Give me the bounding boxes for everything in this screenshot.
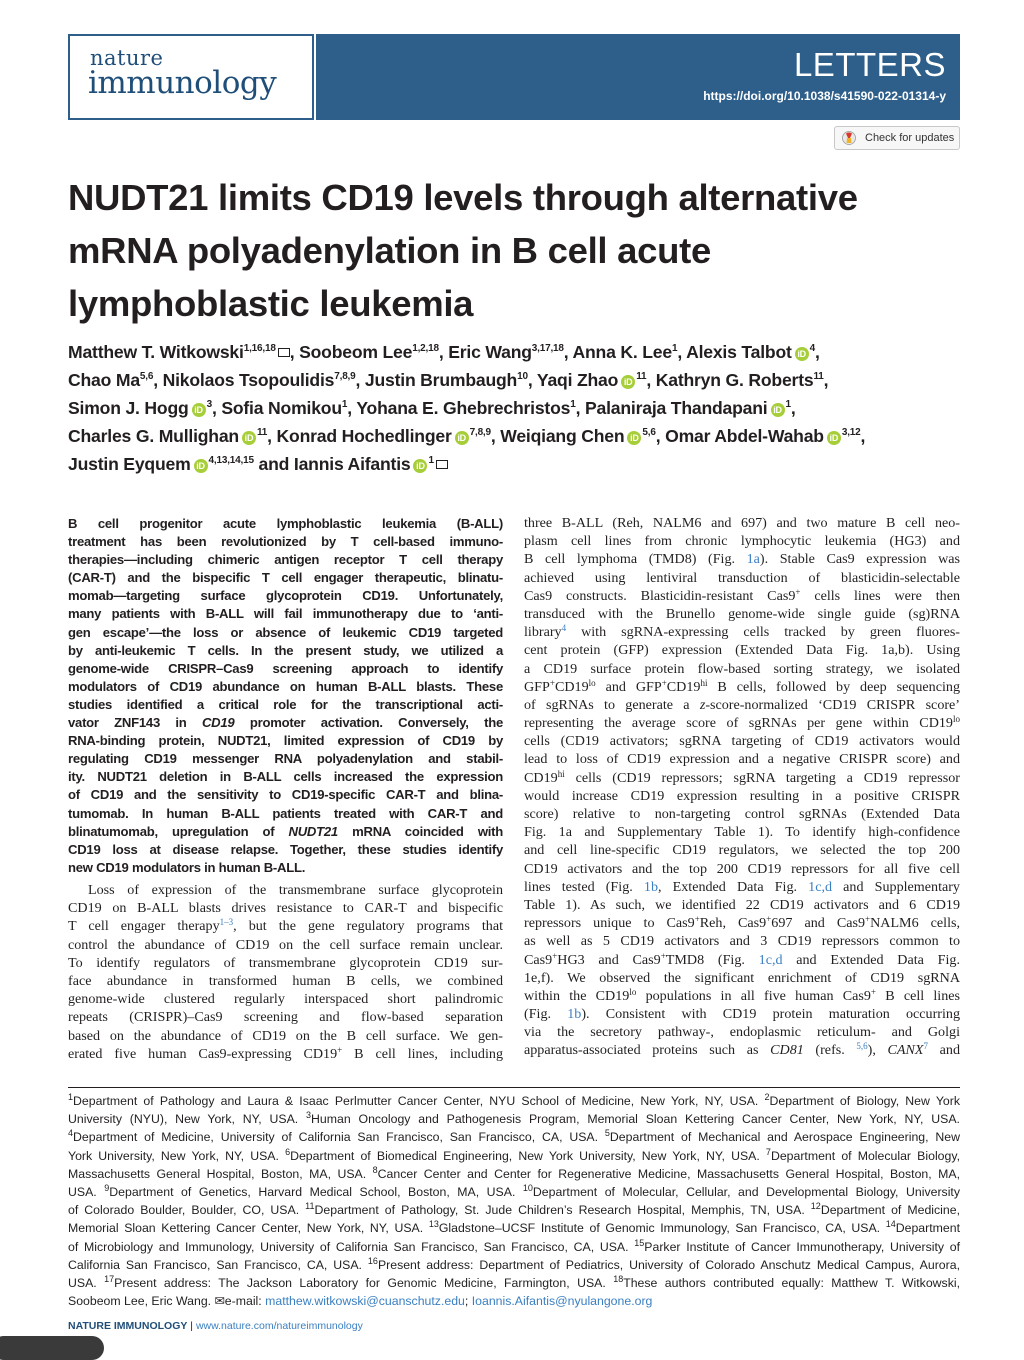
text-line: $^4$Department of Medicine, University of California San Francisco, San Francisco, CA, USA. $^5$Department of Mechanical and Aerospace Engineering, New bbox=[68, 1128, 960, 1145]
text-line: representing the average score of sgRNAs per gene within $CD19^{lo}$ bbox=[524, 714, 960, 732]
affiliation-superscript: 5,6 bbox=[139, 371, 154, 383]
email-icon[interactable] bbox=[436, 460, 448, 469]
text-line: Fig. 1a and Supplementary Table 1). To identify high-confidence bbox=[524, 824, 960, 841]
text-line: CD19 activators and the top 200 CD19 repressors for all five cell bbox=[524, 860, 960, 877]
text-line: USA. $^{17}$Present address: The Jackson Laboratory for Genomic Medicine, Farmington, USA. $^{18}$These authors contributed equally: Matthew T. Witkowski, bbox=[68, 1273, 960, 1290]
affiliation-superscript: 11 bbox=[256, 427, 268, 439]
text-line: a CD19 surface protein flow-based sorting strategy, we isolated bbox=[524, 660, 960, 677]
text-line: repressors unique to Cas9+Reh, Cas9+697 and Cas9+NALM6 cells, bbox=[524, 914, 961, 932]
page-footer bbox=[68, 1320, 363, 1332]
affiliation-superscript: 1 bbox=[570, 399, 576, 411]
orcid-icon[interactable]: iD bbox=[771, 403, 785, 417]
text-line: library$^4$ with sgRNA-expressing cells tracked by green fluores- bbox=[524, 623, 960, 641]
text-line: based on the abundance of CD19 on the B cell surface. We gen- bbox=[68, 1027, 503, 1044]
text-line: by anti-leukemic T cells. In the present study, we utilized a bbox=[68, 642, 503, 658]
text-line: many patients with B-ALL will fail immunotherapy due to ‘anti- bbox=[68, 606, 503, 622]
text-line: via the secretory pathway-, endoplasmic reticulum- and Golgi bbox=[524, 1024, 960, 1041]
footnote-divider bbox=[68, 1087, 960, 1088]
text-line: three B-ALL (Reh, NALM6 and 697) and two mature B cell neo- bbox=[524, 515, 960, 531]
orcid-icon[interactable]: iD bbox=[242, 431, 256, 445]
abstract bbox=[68, 515, 503, 877]
affiliation-superscript: 10 bbox=[517, 371, 528, 383]
affiliation-superscript: 1,16,18 bbox=[243, 343, 276, 355]
affiliation-contact-line bbox=[68, 1292, 960, 1310]
orcid-icon[interactable]: iD bbox=[627, 431, 641, 445]
text-line: would increase CD19 expression resulting in a positive CRISPR bbox=[524, 787, 960, 804]
email-icon[interactable] bbox=[278, 348, 290, 357]
affiliation-superscript: 1 bbox=[341, 399, 348, 411]
author-name[interactable]: Matthew T. Witkowski bbox=[68, 342, 244, 362]
text-line: gen escape’—the loss or absence of leukemic CD19 targeted bbox=[68, 624, 503, 640]
text-line: blinatumomab, upregulation of NUDT21 mRNA coincided with bbox=[68, 823, 503, 839]
text-line: new CD19 modulators in human B-ALL. bbox=[68, 859, 306, 875]
text-line: $^1$Department of Pathology and Laura & Isaac Perlmutter Cancer Center, NYU School of Medicine, New York, NY, USA. $^2$Department of Biology, New York bbox=[68, 1092, 960, 1108]
footer-sep: | bbox=[187, 1320, 196, 1332]
affiliation-superscript: 3,12 bbox=[841, 427, 861, 439]
text-line: (Fig. 1b). Consistent with CD19 protein maturation occurring bbox=[524, 1006, 961, 1023]
text-line: transduced with the Brunello genome-wide single guide (sg)RNA bbox=[524, 605, 960, 622]
corner-tab bbox=[0, 1336, 104, 1360]
text-line: as well as 5 CD19 activators and 3 CD19 repressors common to bbox=[524, 933, 960, 950]
author-name[interactable]: Justin Eyquem bbox=[68, 454, 191, 474]
text-line: B cell lymphoma (TMD8) (Fig. 1a). Stable Cas9 expression was bbox=[524, 551, 960, 568]
text-line: Massachusetts General Hospital, Boston, MA, USA. $^8$Cancer Center and Center for Regenerative Medicine, Massachusetts General Hospital, Boston, MA, bbox=[68, 1164, 960, 1181]
text-line: of Microbiology and Immunology, University of California San Francisco, San Francisco, CA, USA. $^{15}$Parker Institute of Cancer Immunotherapy, University of bbox=[68, 1237, 960, 1254]
author-name[interactable]: , Yaqi Zhao bbox=[527, 370, 619, 390]
affiliation-superscript: 11 bbox=[813, 371, 824, 383]
author-name[interactable]: Chao Ma bbox=[68, 370, 140, 390]
author-name[interactable]: and Iannis Aifantis bbox=[253, 454, 411, 474]
author-name[interactable]: , bbox=[815, 342, 820, 362]
affiliation-superscript: 1 bbox=[428, 455, 434, 467]
text-line: treatment has been revolutionized by T cell-based immuno- bbox=[68, 534, 503, 550]
text-line: Cas9 constructs. Blasticidin-resistant Cas9+ cells lines were then bbox=[524, 586, 960, 604]
affiliation-superscript: 7,8,9 bbox=[334, 371, 356, 383]
author-name[interactable]: , Weiqiang Chen bbox=[490, 426, 625, 446]
text-line: momab—targeting surface glycoprotein CD19. Unfortunately, bbox=[68, 588, 503, 604]
author-name[interactable]: , Anna K. Lee bbox=[563, 342, 672, 362]
text-line: University (NYU), New York, NY, USA. $^3$Human Oncology and Pathogenesis Program, Memorial Sloan Kettering Cancer Center, New York, NY, USA. bbox=[68, 1110, 960, 1127]
text-line: lead to loss of CD19 expression and a negative CRISPR score) and bbox=[524, 751, 960, 768]
author-name[interactable]: , Nikolaos Tsopoulidis bbox=[153, 370, 335, 390]
text-line: Table 1). As such, we identified 22 CD19 activators and 6 CD19 bbox=[524, 896, 960, 913]
affiliation-superscript: 3 bbox=[206, 399, 212, 411]
body-text-left bbox=[68, 881, 503, 1063]
section-label: LETTERS bbox=[793, 46, 946, 83]
text-line: genome-wide clustered regularly interspaced short palindromic bbox=[68, 991, 503, 1008]
text-line: $CD19^{hi}$ cells (CD19 repressors; sgRNA targeting a CD19 repressor bbox=[524, 768, 960, 786]
text-line: therapies—including chimeric antigen receptor T cell therapy bbox=[68, 552, 503, 568]
text-line: ity. NUDT21 deletion in B-ALL cells increased the expression bbox=[68, 769, 503, 785]
affiliation-superscript: 4 bbox=[809, 343, 816, 355]
text-line: control the abundance of CD19 on the cell surface remain unclear. bbox=[68, 936, 503, 953]
journal-logo[interactable] bbox=[68, 34, 314, 120]
text-line: within the $CD19^{lo}$ populations in all five human Cas9+ B cell lines bbox=[524, 986, 960, 1004]
affiliation-superscript: 1 bbox=[785, 399, 791, 411]
author-name[interactable]: , Omar Abdel-Wahab bbox=[655, 426, 824, 446]
affiliation-superscript: 11 bbox=[636, 371, 647, 383]
affiliation-superscript: 1,2,18 bbox=[412, 343, 439, 355]
author-name[interactable]: , Justin Brumbaugh bbox=[355, 370, 518, 390]
text-line: California San Francisco, San Francisco, CA, USA. $^{16}$Present address: Department of Pediatrics, University of Colorado Anschutz Medical Campus, Aurora, bbox=[68, 1255, 960, 1272]
text-line: repeats (CRISPR)–Cas9 screening and flow-based separation bbox=[68, 1009, 503, 1026]
author-name[interactable]: , Alexis Talbot bbox=[677, 342, 792, 362]
author-name[interactable]: , Konrad Hochedlinger bbox=[267, 426, 452, 446]
text-line: erated five human Cas9-expressing CD19+ B cell lines, including bbox=[68, 1044, 503, 1062]
text-line: RNA-binding protein, NUDT21, limited expression of CD19 by bbox=[68, 733, 503, 749]
text-line: Memorial Sloan Kettering Cancer Center, New York, NY, USA. $^{13}$Gladstone–UCSF Institute of Genomic Immunology, San Francisco, CA, USA. $^{14}$Department bbox=[68, 1219, 960, 1236]
text-line: tumomab. In human B-ALL patients treated with CAR-T and bbox=[68, 805, 503, 821]
text-line: (CAR-T) and the bispecific T cell engager therapeutic, blinatu- bbox=[68, 570, 503, 586]
author-name[interactable]: Charles G. Mullighan bbox=[68, 426, 239, 446]
text-line: USA. $^9$Department of Genetics, Harvard Medical School, Boston, MA, USA. $^{10}$Department of Molecular, Cellular, and Developmental Biology, University bbox=[68, 1182, 960, 1199]
text-line: T cell engager therapy$^{1-3}$, but the gene regulatory programs that bbox=[68, 917, 503, 935]
author-name[interactable]: , bbox=[860, 426, 866, 446]
author-line bbox=[68, 425, 865, 447]
orcid-icon[interactable]: iD bbox=[455, 431, 469, 445]
body-text-right bbox=[524, 514, 960, 1060]
author-name[interactable]: , Yohana E. Ghebrechristos bbox=[347, 398, 571, 418]
email-separator: ; bbox=[464, 1294, 472, 1309]
text-line: CD19 on B-ALL blasts drives resistance to CAR-T and bispecific bbox=[68, 900, 503, 917]
text-line: CD19 loss at disease relapse. Together, these studies identify bbox=[68, 841, 503, 857]
orcid-icon[interactable]: iD bbox=[194, 459, 208, 473]
logo-immunology-text: immunology bbox=[88, 65, 277, 101]
orcid-icon[interactable]: iD bbox=[795, 347, 809, 361]
text-line: cells (CD19 activators; sgRNA targeting of CD19 activators would bbox=[524, 733, 960, 750]
author-name[interactable]: Simon J. Hogg bbox=[68, 398, 189, 418]
text-line: Cas9+HG3 and Cas9+TMD8 (Fig. 1c,d and Extended Data Fig. bbox=[524, 950, 960, 968]
author-name[interactable]: , bbox=[823, 370, 829, 390]
text-line: regulating CD19 messenger RNA polyadenylation and stabil- bbox=[68, 751, 503, 767]
author-name[interactable]: , Soobeom Lee bbox=[289, 342, 413, 362]
text-line: face abundance in transformed human B cells, we combined bbox=[68, 972, 503, 989]
text-line: genome-wide CRISPR–Cas9 screening approach to identify bbox=[68, 660, 503, 676]
section-banner bbox=[316, 34, 960, 120]
author-line bbox=[68, 453, 448, 475]
contact-prefix: Soobeom Lee, Eric Wang. ✉e-mail: bbox=[68, 1294, 266, 1309]
orcid-icon[interactable]: iD bbox=[621, 375, 635, 389]
crossmark-icon bbox=[842, 131, 856, 145]
text-line: B cell progenitor acute lymphoblastic leukemia (B-ALL) bbox=[68, 516, 503, 531]
text-line: $GFP^+CD19^{lo}$ and $GFP^+CD19^{hi}$ B cells, followed by deep sequencing bbox=[524, 677, 960, 695]
orcid-icon[interactable]: iD bbox=[827, 431, 841, 445]
author-name[interactable]: , Eric Wang bbox=[438, 342, 532, 362]
text-line: cent protein (GFP) expression (Extended Data Fig. 1a,b). Using bbox=[524, 642, 960, 659]
text-line: score) relative to non-targeting control sgRNAs (Extended Data bbox=[524, 806, 960, 822]
doi-link[interactable]: https://doi.org/10.1038/s41590-022-01314-y bbox=[703, 89, 946, 103]
affiliations bbox=[68, 1092, 960, 1310]
text-line: of sgRNAs to generate a z-score-normalized ‘CD19 CRISPR score’ bbox=[524, 696, 961, 713]
check-for-updates-label: Check for updates bbox=[865, 132, 955, 144]
text-line: apparatus-associated proteins such as CD81 (refs. $^{5,6}$), CANX$^7$ and bbox=[524, 1041, 961, 1059]
orcid-icon[interactable]: iD bbox=[192, 403, 206, 417]
affiliation-superscript: 3,17,18 bbox=[531, 343, 564, 355]
article-title: NUDT21 limits CD19 levels through alternative mRNA polyadenylation in B cell acute lymphoblastic leukemia bbox=[68, 177, 858, 324]
text-line: To identify regulators of transmembrane glycoprotein CD19 sur- bbox=[68, 954, 503, 971]
text-line: York University, New York, NY, USA. $^6$Department of Biomedical Engineering, New York University, New York, NY, USA. $^7$Department of Molecular Biology, bbox=[68, 1146, 961, 1163]
text-line: Loss of expression of the transmembrane surface glycoprotein bbox=[88, 882, 503, 898]
author-name[interactable]: , bbox=[790, 398, 796, 418]
affiliation-superscript: 1 bbox=[671, 343, 678, 355]
text-line: 1e,f). We observed the significant enrichment of CD19 sgRNA bbox=[524, 969, 960, 986]
affiliation-superscript: 5,6 bbox=[642, 427, 656, 439]
text-line: achieved using lentiviral transduction of blasticidin-selectable bbox=[524, 569, 960, 586]
text-line: studies identified a critical role for the transcriptional acti- bbox=[68, 696, 503, 712]
text-line: of CD19 and the sensitivity to CD19-specific CAR-T and blina- bbox=[68, 787, 503, 803]
orcid-icon[interactable]: iD bbox=[413, 459, 427, 473]
author-line bbox=[68, 369, 828, 391]
logo-nature-text: nature bbox=[90, 46, 164, 70]
footer-site-link[interactable]: www.nature.com/natureimmunology bbox=[195, 1320, 363, 1332]
text-line: and cell line-specific CD19 regulators, we selected the top 200 bbox=[524, 842, 960, 859]
text-line: of Colorado Boulder, Boulder, CO, USA. $^{11}$Department of Pathology, St. Jude Children’s Research Hospital, Memphis, TN, USA. $^{12}$Department of Medicine, bbox=[68, 1201, 961, 1218]
check-for-updates-button[interactable] bbox=[834, 126, 960, 150]
author-name[interactable]: , Sofia Nomikou bbox=[211, 398, 342, 418]
footer-journal: NATURE IMMUNOLOGY bbox=[68, 1320, 188, 1332]
text-line: plasm cell lines from chronic lymphocytic leukemia (HG3) and bbox=[524, 533, 960, 550]
affiliation-superscript: 4,13,14,15 bbox=[208, 455, 254, 467]
text-line: lines tested (Fig. 1b, Extended Data Fig. 1c,d and Supplementary bbox=[524, 878, 960, 895]
text-line: modulators of CD19 abundance on human B-ALL blasts. These bbox=[68, 678, 503, 694]
author-name[interactable]: , Kathryn G. Roberts bbox=[646, 370, 814, 390]
author-line bbox=[68, 397, 796, 419]
email-link-witkowski[interactable]: matthew.witkowski@cuanschutz.edu bbox=[265, 1294, 465, 1309]
text-line: vator ZNF143 in CD19 promoter activation. Conversely, the bbox=[68, 715, 504, 731]
affiliation-superscript: 7,8,9 bbox=[469, 427, 491, 439]
email-link-aifantis[interactable]: Ioannis.Aifantis@nyulangone.org bbox=[471, 1294, 653, 1309]
author-line bbox=[68, 341, 820, 363]
author-name[interactable]: , Palaniraja Thandapani bbox=[575, 398, 768, 418]
